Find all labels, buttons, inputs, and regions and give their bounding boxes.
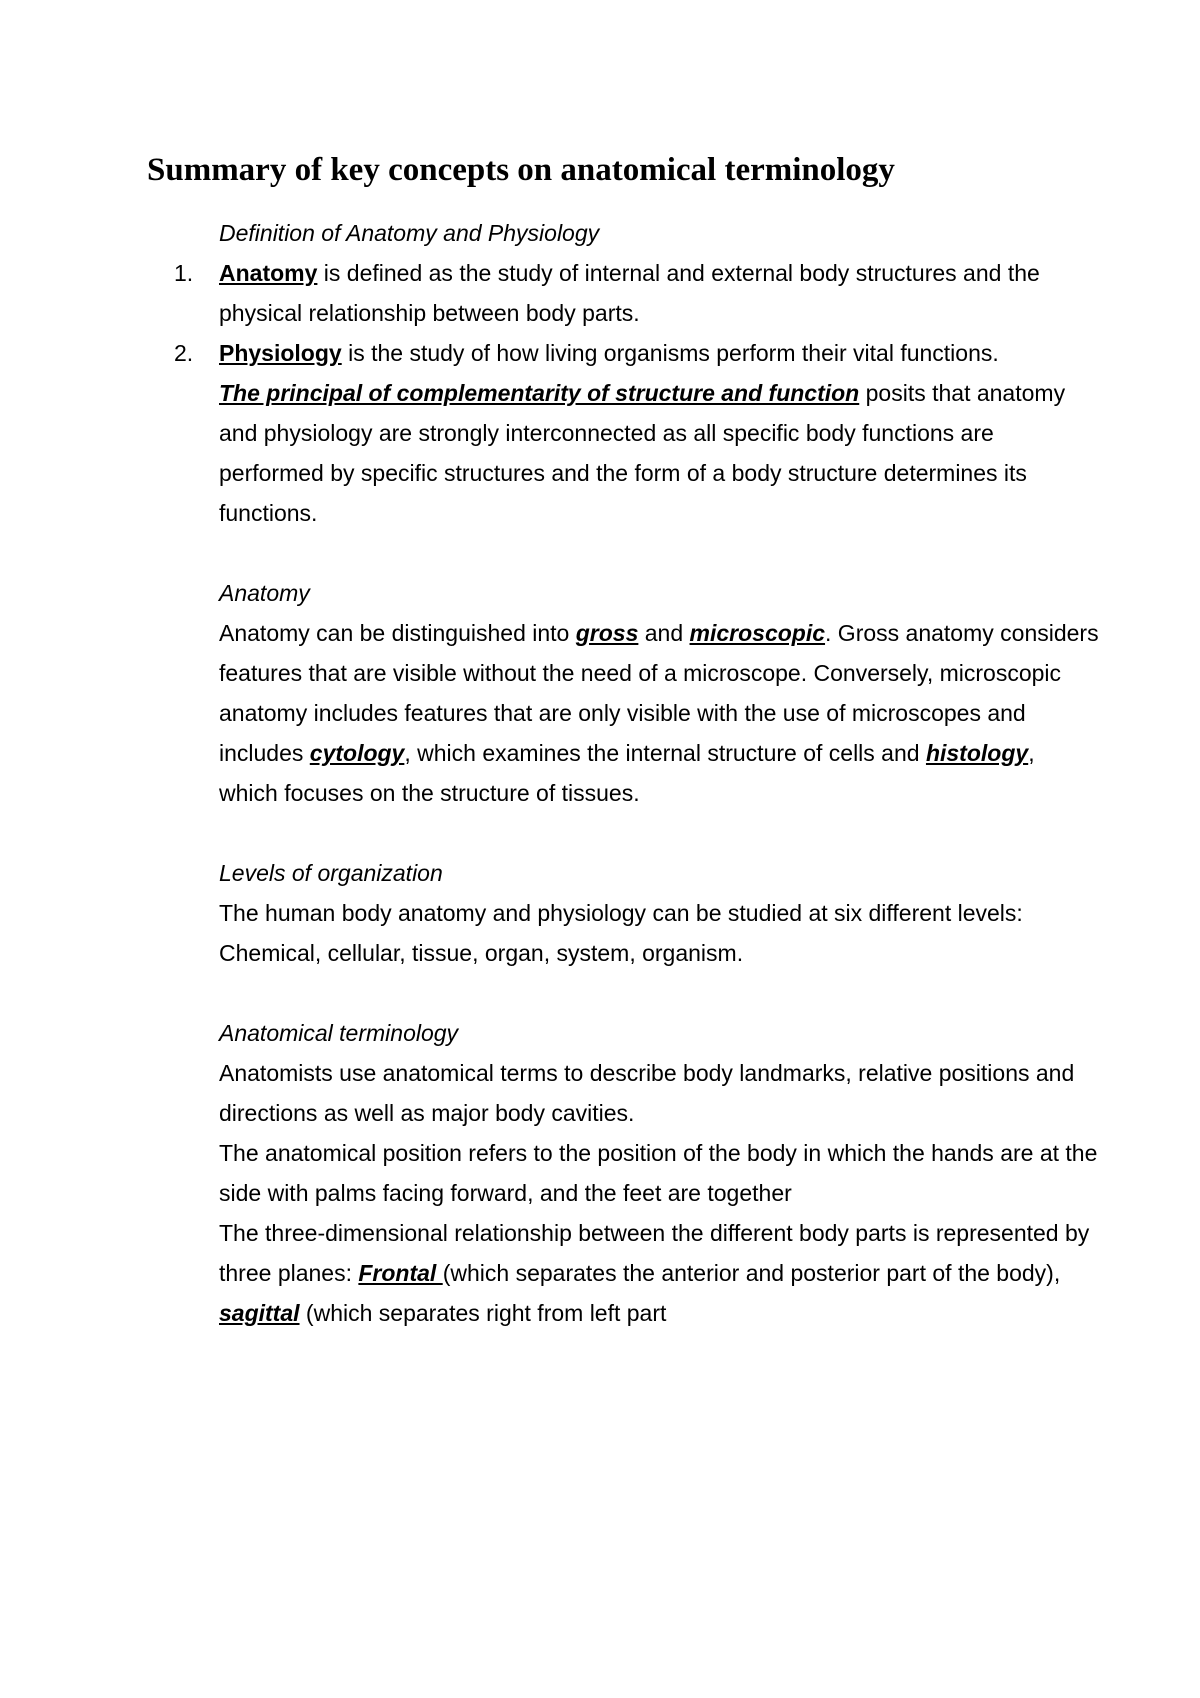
term-sagittal: sagittal: [219, 1300, 300, 1326]
document-body: [174, 213, 1099, 1333]
anatomy-text: . Gross anatomy considers features that are visible without the need of a microscope. Conversely, microscopic anatomy includes features that are only visible with the use of microscopes and includes: [219, 620, 1099, 766]
list-item-anatomy: [174, 253, 1099, 333]
planes-text: The three-dimensional relationship between the different body parts is represented by three planes:: [219, 1220, 1090, 1286]
section-heading-terminology: Anatomical terminology: [219, 1020, 459, 1046]
anatomy-text: , which examines the internal structure of cells and: [404, 740, 926, 766]
section-heading-levels: Levels of organization: [219, 860, 443, 886]
list-item-physiology: [174, 333, 1099, 373]
terminology-paragraph-2: The anatomical position refers to the position of the body in which the hands are at the side with palms facing forward, and the feet are together: [219, 1140, 1098, 1206]
term-anatomy: Anatomy: [219, 260, 318, 286]
levels-paragraph: The human body anatomy and physiology can be studied at six different levels:: [219, 900, 1023, 926]
term-cytology: cytology: [309, 740, 405, 766]
anatomy-paragraph: [219, 613, 1099, 813]
term-histology: histology: [925, 740, 1029, 766]
term-gross: gross: [575, 620, 639, 646]
term-frontal: Frontal: [358, 1260, 443, 1286]
section-heading-anatomy: Anatomy: [219, 580, 310, 606]
list-number: 2.: [174, 340, 194, 366]
paragraph-gap: [219, 533, 1099, 573]
term-complementarity-principle: The principal of complementarity of structure and function: [219, 380, 860, 406]
terminology-paragraph-3: [219, 1213, 1099, 1333]
paragraph-gap: [219, 813, 1099, 853]
anatomy-text: , which focuses on the structure of tissues.: [219, 740, 1035, 806]
paragraph-gap: [219, 973, 1099, 1013]
anatomy-text: Anatomy can be distinguished into: [219, 620, 576, 646]
physiology-definition-text: is the study of how living organisms perform their vital functions.: [341, 340, 999, 366]
principle-paragraph: [219, 373, 1099, 533]
planes-text: (which separates the anterior and posterior part of the body),: [442, 1260, 1061, 1286]
document-title: Summary of key concepts on anatomical terminology: [147, 152, 895, 188]
list-number: 1.: [174, 260, 194, 286]
levels-list: Chemical, cellular, tissue, organ, system, organism.: [219, 940, 744, 966]
section-heading-definition: Definition of Anatomy and Physiology: [219, 220, 600, 246]
term-physiology: Physiology: [219, 340, 342, 366]
anatomy-definition-text: is defined as the study of internal and external body structures and the physical relationship between body parts.: [219, 260, 1040, 326]
planes-text: (which separates right from left part: [299, 1300, 667, 1326]
term-microscopic: microscopic: [689, 620, 826, 646]
terminology-paragraph-1: Anatomists use anatomical terms to describe body landmarks, relative positions and directions as well as major body cavities.: [219, 1060, 1075, 1126]
principle-text: posits that anatomy and physiology are strongly interconnected as all specific body functions are performed by specific structures and the form of a body structure determines its functions.: [219, 380, 1066, 526]
anatomy-text: and: [638, 620, 690, 646]
